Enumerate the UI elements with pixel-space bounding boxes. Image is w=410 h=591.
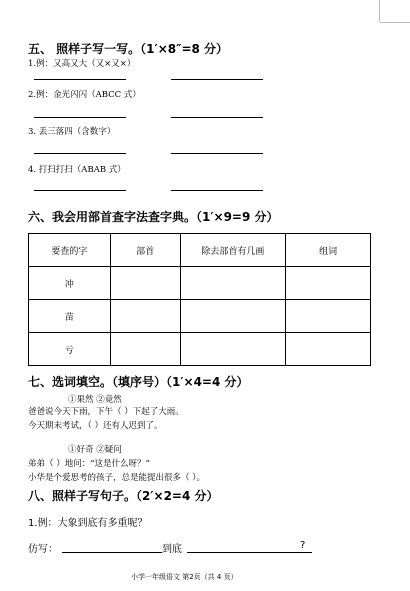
table-row	[29, 267, 371, 300]
question-mark: ?	[300, 540, 306, 551]
fill-sentence-3: 弟弟（ ）地问：“这是什么呀？”	[28, 459, 150, 469]
answer-cell[interactable]	[110, 300, 180, 333]
answer-cell[interactable]	[286, 300, 371, 333]
section5-heading: 五、 照样子写一写。（1′×8″=8 分）	[28, 42, 229, 56]
section7-heading: 七、选词填空。（填序号）（1′×4=4 分）	[28, 375, 249, 389]
section5-item-2: 2.例：金光闪闪（ABCC 式）	[28, 90, 141, 100]
answer-line[interactable]	[34, 190, 126, 191]
answer-cell[interactable]	[110, 333, 180, 366]
section5-item-1: 1.例：又高又大（又×又×）	[28, 59, 136, 69]
answer-line[interactable]	[171, 153, 263, 154]
char-cell: 冲	[29, 267, 111, 300]
radical-lookup-table	[28, 233, 371, 366]
imitate-label: 仿写：	[28, 544, 58, 555]
answer-line[interactable]	[34, 153, 126, 154]
answer-cell[interactable]	[110, 267, 180, 300]
answer-line[interactable]	[187, 552, 312, 553]
table-header-row	[29, 234, 371, 267]
page-footer: 小学一年级语文 第2页（共 4 页）	[131, 573, 238, 581]
section5-item-3: 3. 丢三落四（含数字）	[28, 127, 116, 137]
corner-mark	[379, 0, 380, 22]
fill-sentence-4: 小华是个爱思考的孩子，总是能提出很多（ ）。	[28, 473, 205, 483]
answer-line[interactable]	[34, 117, 126, 118]
answer-cell[interactable]	[286, 333, 371, 366]
answer-line[interactable]	[34, 79, 126, 80]
header-cell-char: 要查的字	[29, 234, 111, 267]
answer-line[interactable]	[171, 117, 263, 118]
fill-sentence-2: 今天期末考试，（ ）还有人迟到了。	[28, 421, 163, 431]
answer-cell[interactable]	[180, 300, 286, 333]
header-cell-words: 组词	[286, 234, 371, 267]
word-options-1: ①果然 ②竟然	[68, 395, 122, 405]
char-cell: 亏	[29, 333, 111, 366]
answer-line[interactable]	[171, 79, 263, 80]
header-cell-strokes: 除去部首有几画	[180, 234, 286, 267]
example-sentence: 1.例：大象到底有多重呢？	[28, 518, 148, 529]
answer-line[interactable]	[62, 552, 162, 553]
section6-heading: 六、我会用部首查字法查字典。（1′×9=9 分）	[28, 210, 279, 224]
table-row	[29, 333, 371, 366]
fill-sentence-1: 爸爸说今天下雨，下午（ ）下起了大雨。	[28, 407, 184, 417]
char-cell: 苗	[29, 300, 111, 333]
answer-cell[interactable]	[286, 267, 371, 300]
corner-mark	[380, 22, 410, 23]
imitate-mid: 到底	[162, 544, 182, 555]
section5-item-4: 4. 打扫打扫（ABAB 式）	[28, 165, 126, 175]
answer-cell[interactable]	[180, 333, 286, 366]
table-row	[29, 300, 371, 333]
answer-cell[interactable]	[180, 267, 286, 300]
header-cell-radical: 部首	[110, 234, 180, 267]
answer-line[interactable]	[171, 190, 263, 191]
word-options-2: ①好奇 ②疑问	[68, 445, 122, 455]
section8-heading: 八、照样子写句子。（2′×2=4 分）	[28, 489, 219, 503]
